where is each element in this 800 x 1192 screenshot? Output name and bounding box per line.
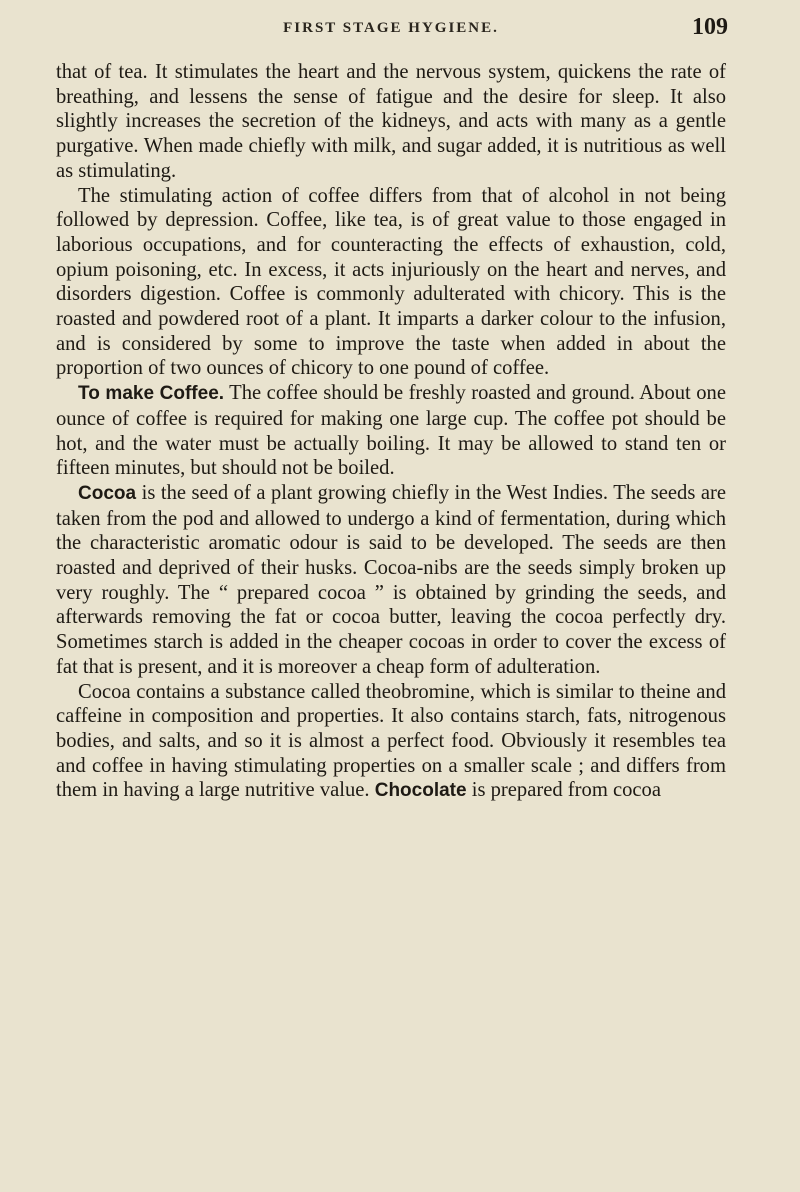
paragraph-cocoa-contents-text: Cocoa contains a substance called theobromine, which is similar to theine and caffeine in composition and properties. It also contains starch, fats, nitrogenous bodies, and salts, and so it is almost a perfect food. Obviously it resembles tea and coffee in having stimulating properties on a smaller scale ; and differs from them in having a large nutritive value. [56, 680, 726, 802]
paragraph-tea-effects: that of tea. It stimulates the heart and the nervous system, quickens the rate of breathing, and lessens the sense of fatigue and the desire for sleep. It also slightly increases the secretion of the kidneys, and acts with many as a gentle purgative. When made chiefly with milk, and sugar added, it is nutritious as well as stimulating. [56, 61, 726, 182]
paragraph-cocoa-text: is the seed of a plant growing chiefly in the West Indies. The seeds are taken from the pod and allowed to undergo a kind of fermentation, during which the characteristic aromatic odour is said to be developed. The seeds are then roasted and deprived of their husks. Cocoa-nibs are the seeds simply broken up very roughly. The “ prepared cocoa ” is obtained by grinding the seeds, and afterwards removing the fat or cocoa butter, leaving the cocoa perfectly dry. Sometimes starch is added in the cheaper cocoas in order to cover the excess of fat that is present, and it is moreover a cheap form of adulteration. [56, 481, 726, 678]
body-text [56, 60, 726, 804]
heading-to-make-coffee: To make Coffee. [78, 383, 225, 405]
paragraph-cocoa-contents [56, 680, 726, 805]
page-number: 109 [692, 14, 728, 40]
heading-chocolate: Chocolate [374, 780, 467, 802]
heading-cocoa: Cocoa [78, 482, 137, 504]
paragraph-chocolate-text: is prepared from cocoa [466, 779, 661, 802]
paragraph-cocoa [56, 481, 726, 680]
running-title: FIRST STAGE HYGIENE. [283, 20, 499, 36]
running-header [56, 0, 726, 56]
paragraph-coffee-action: The stimulating action of coffee differs from that of alcohol in not being followed by depression. Coffee, like tea, is of great value to those engaged in laborious occupations, and for counteracting the effects of exhaustion, cold, opium poisoning, etc. In excess, it acts injuriously on the heart and nerves, and disorders digestion. Coffee is commonly adulterated with chicory. This is the roasted and powdered root of a plant. It imparts a darker colour to the infusion, and is considered by some to improve the taste when added in about the proportion of two ounces of chicory to one pound of coffee. [56, 184, 726, 380]
paragraph-make-coffee [56, 381, 726, 481]
paragraph-make-coffee-text: The coffee should be freshly roasted and ground. About one ounce of coffee is required for making one large cup. The coffee pot should be hot, and the water must be actually boiling. It may be allowed to stand ten or fifteen minutes, but should not be boiled. [56, 382, 726, 480]
